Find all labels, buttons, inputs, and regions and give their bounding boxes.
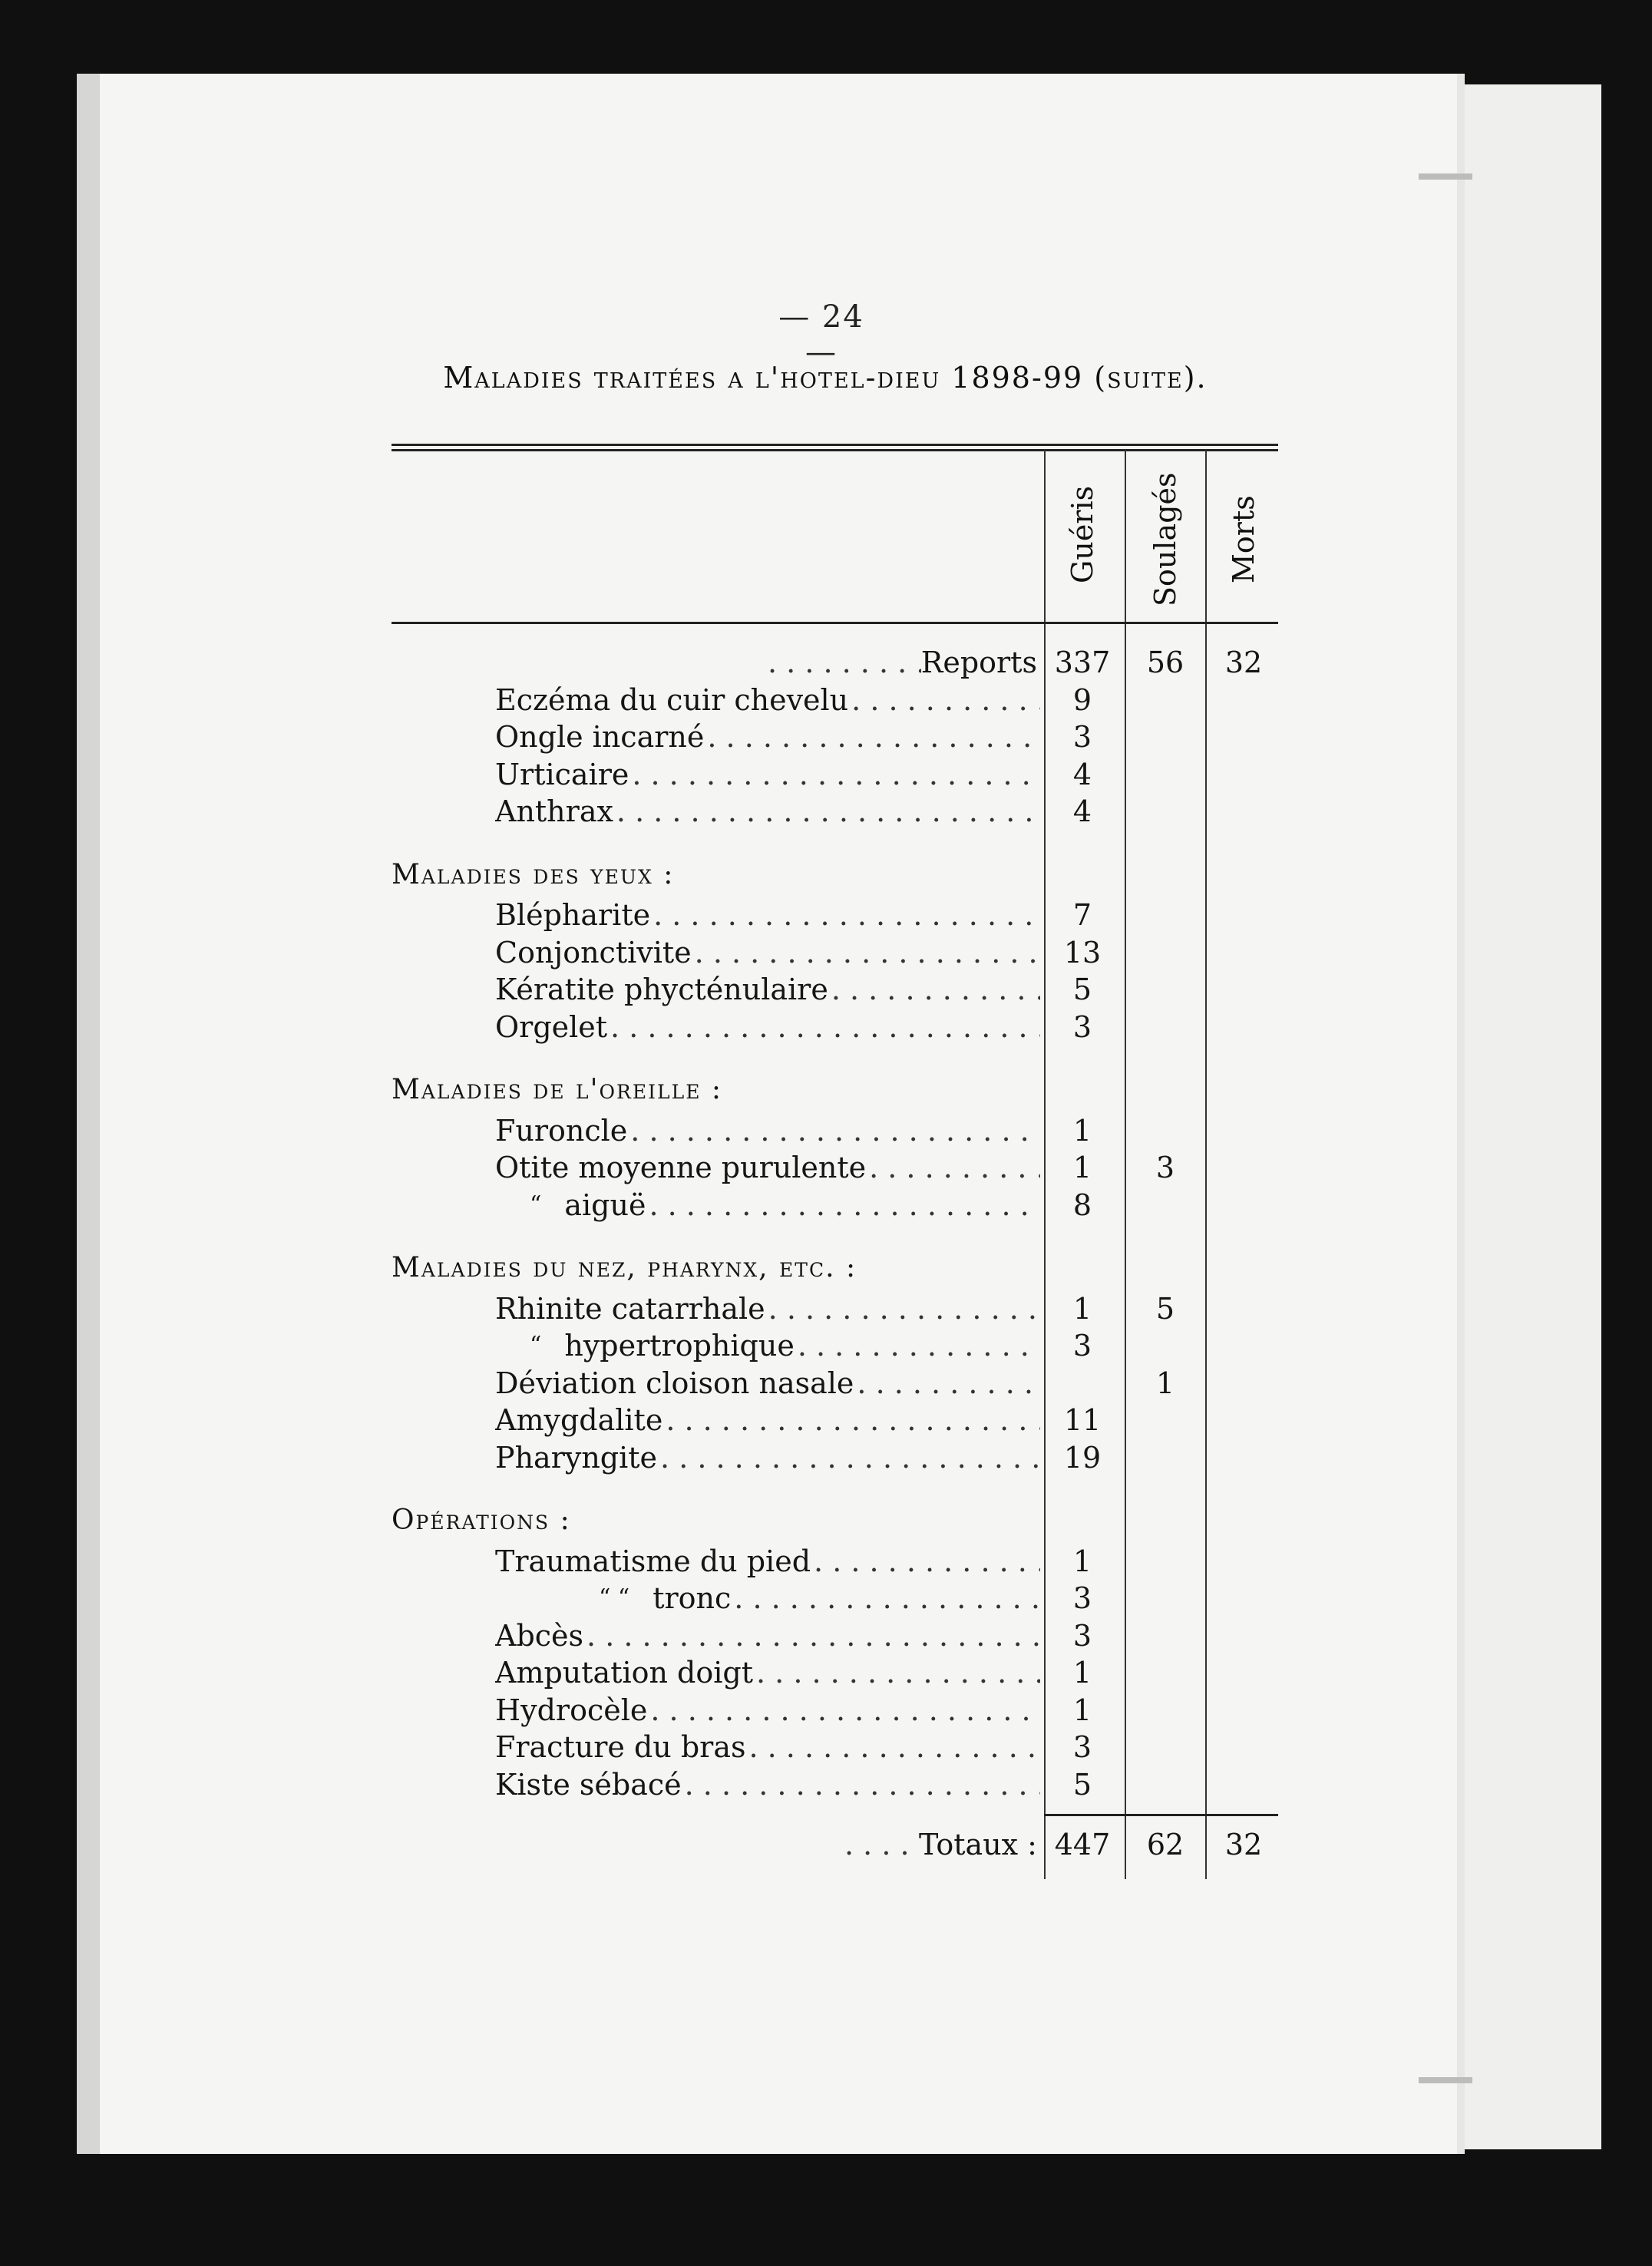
column-header-soulages: Soulagés (1148, 472, 1182, 606)
leader-dots (814, 1542, 1040, 1581)
leader-dots (649, 1186, 1040, 1224)
leader-dots (630, 1112, 1040, 1150)
table-row (392, 1148, 1282, 1187)
row-label-text: Eczéma du cuir chevelu (495, 681, 851, 719)
leader-dots (616, 792, 1040, 831)
cell-soulages: 1 (1155, 1366, 1175, 1400)
table-row (392, 1112, 1282, 1150)
row-label-text: Anthrax (495, 792, 616, 831)
leader-dots (685, 1766, 1040, 1804)
column-header-morts: Morts (1227, 495, 1260, 583)
row-label (768, 643, 1040, 682)
table-row (392, 718, 1282, 756)
section-heading: Maladies de l'oreille : (392, 1074, 723, 1105)
leader-dots (650, 1691, 1040, 1729)
leader-dots (653, 896, 1040, 934)
table-row (392, 1290, 1282, 1328)
cell-gueris: 4 (1072, 794, 1092, 828)
cell-gueris: 1 (1072, 1113, 1092, 1148)
row-label (495, 1617, 1040, 1655)
row-label-text: Totaux : (919, 1825, 1040, 1864)
table-row (392, 896, 1282, 934)
cell-gueris: 3 (1072, 1009, 1092, 1044)
cell-gueris: 3 (1072, 1618, 1092, 1653)
cell-gueris: 1 (1072, 1291, 1092, 1326)
column-rule (1125, 450, 1126, 1879)
section-heading: Opérations : (392, 1505, 571, 1536)
row-label (495, 1542, 1040, 1581)
table-row (392, 1542, 1282, 1581)
row-label-text: Amputation doigt (495, 1653, 756, 1692)
row-label-text: Reports (921, 643, 1040, 682)
cell-gueris: 5 (1072, 1767, 1092, 1802)
table-row (392, 1364, 1282, 1402)
leader-dots (586, 1617, 1040, 1655)
page-title: Maladies traitées a l'hotel-dieu 1898-99 (suite). (443, 361, 1208, 395)
leader-dots (851, 681, 1040, 719)
row-label-text: Ongle incarné (495, 718, 707, 756)
row-label (495, 1290, 1040, 1328)
row-label (495, 718, 1040, 756)
row-label (495, 1364, 1040, 1402)
leader-dots (857, 1364, 1040, 1402)
table-row (392, 1766, 1282, 1804)
cell-gueris: 1 (1072, 1693, 1092, 1727)
section-heading: Maladies des yeux : (392, 858, 675, 890)
row-label (495, 681, 1040, 719)
leader-dots (844, 1825, 919, 1864)
leader-dots (756, 1653, 1040, 1692)
row-label (844, 1825, 1040, 1864)
cell-gueris: 3 (1072, 720, 1092, 754)
table-row (392, 1653, 1282, 1692)
leader-dots (695, 933, 1040, 972)
table-row (392, 933, 1282, 972)
row-label-text: Kératite phycténulaire (495, 970, 831, 1009)
row-label (495, 1401, 1040, 1439)
cell-gueris: 3 (1072, 1581, 1092, 1615)
row-label (495, 1653, 1040, 1692)
cell-gueris: 11 (1063, 1403, 1102, 1437)
row-label (495, 755, 1040, 794)
table-row (392, 1579, 1282, 1617)
cell-gueris: 5 (1072, 973, 1092, 1006)
ditto-mark: “ (530, 1186, 564, 1224)
cell-gueris: 3 (1072, 1329, 1092, 1363)
row-label (495, 970, 1040, 1009)
cell-gueris: 337 (1054, 646, 1111, 679)
table-row (392, 1617, 1282, 1655)
row-label-text: Furoncle (495, 1112, 630, 1150)
leader-dots (798, 1326, 1040, 1365)
row-label-text: Pharyngite (495, 1439, 660, 1477)
facing-page (1446, 84, 1601, 2149)
row-label (495, 933, 1040, 972)
cell-gueris: 13 (1063, 935, 1102, 969)
table-top-rule (392, 444, 1278, 451)
table-row (392, 1326, 1282, 1365)
cell-morts: 32 (1224, 1828, 1263, 1861)
row-label-text: Traumatisme du pied (495, 1542, 814, 1581)
row-label (495, 792, 1040, 831)
row-label (495, 1728, 1040, 1766)
row-label-text: Otite moyenne purulente (495, 1148, 869, 1187)
row-label (495, 1691, 1040, 1729)
leader-dots (831, 970, 1040, 1009)
cell-soulages: 62 (1146, 1828, 1184, 1861)
row-label-text: Conjonctivite (495, 933, 695, 972)
cell-gueris: 19 (1063, 1440, 1102, 1475)
leader-dots (768, 1290, 1040, 1328)
cell-gueris: 9 (1072, 682, 1092, 717)
row-label (530, 1326, 1040, 1365)
row-label-text: Kiste sébacé (495, 1766, 685, 1804)
cell-gueris: 3 (1072, 1730, 1092, 1764)
row-label-text: Abcès (495, 1617, 586, 1655)
row-label-text: hypertrophique (564, 1326, 797, 1365)
leader-dots (666, 1401, 1040, 1439)
cell-soulages: 5 (1155, 1291, 1175, 1326)
leader-dots (734, 1579, 1040, 1617)
cell-gueris: 1 (1072, 1151, 1092, 1184)
cell-gueris: 8 (1072, 1188, 1092, 1222)
row-label (495, 1112, 1040, 1150)
cell-gueris: 1 (1072, 1656, 1092, 1690)
section-heading: Maladies du nez, pharynx, etc. : (392, 1252, 857, 1283)
table-row (392, 1691, 1282, 1729)
page-number: — 24 — (778, 299, 864, 370)
cell-gueris: 447 (1054, 1828, 1111, 1861)
header-bottom-rule (392, 622, 1278, 624)
table-row (392, 1008, 1282, 1046)
table-row (392, 755, 1282, 794)
leader-dots (768, 643, 921, 682)
cell-gueris: 1 (1072, 1544, 1092, 1578)
row-label-text: Déviation cloison nasale (495, 1364, 857, 1402)
row-label (495, 1008, 1040, 1046)
row-label-text: Orgelet (495, 1008, 610, 1046)
table-row (392, 1439, 1282, 1477)
table-row (392, 970, 1282, 1009)
leader-dots (632, 755, 1040, 794)
table-row (392, 681, 1282, 719)
cell-soulages: 3 (1155, 1151, 1175, 1184)
spine-mark (1419, 2077, 1472, 2083)
reports-row (392, 643, 1282, 682)
leader-dots (748, 1728, 1040, 1766)
row-label-text: Urticaire (495, 755, 632, 794)
totals-row (392, 1825, 1282, 1864)
row-label-text: aiguë (564, 1186, 649, 1224)
row-label (599, 1579, 1040, 1617)
row-label (495, 1766, 1040, 1804)
column-rule (1044, 450, 1046, 1879)
table-row (392, 1728, 1282, 1766)
row-label-text: Amygdalite (495, 1401, 666, 1439)
column-rule (1205, 450, 1207, 1879)
cell-gueris: 4 (1072, 757, 1092, 791)
row-label-text: Rhinite catarrhale (495, 1290, 768, 1328)
ditto-mark: “ “ (599, 1579, 653, 1617)
cell-soulages: 56 (1146, 646, 1184, 679)
column-header-gueris: Guéris (1066, 485, 1099, 583)
row-label-text: Blépharite (495, 896, 653, 934)
leader-dots (660, 1439, 1040, 1477)
totals-rule (1044, 1814, 1278, 1816)
row-label (495, 1439, 1040, 1477)
row-label-text: Fracture du bras (495, 1728, 748, 1766)
cell-gueris: 7 (1072, 898, 1092, 932)
leader-dots (707, 718, 1040, 756)
cell-morts: 32 (1224, 646, 1263, 679)
row-label (495, 1148, 1040, 1187)
spine-mark (1419, 173, 1472, 180)
row-label (530, 1186, 1040, 1224)
table-row (392, 1401, 1282, 1439)
table-row (392, 1186, 1282, 1224)
table-row (392, 792, 1282, 831)
row-label-text: Hydrocèle (495, 1691, 650, 1729)
ditto-mark: “ (530, 1326, 564, 1365)
leader-dots (869, 1148, 1040, 1187)
leader-dots (610, 1008, 1040, 1046)
row-label-text: tronc (653, 1579, 734, 1617)
row-label (495, 896, 1040, 934)
